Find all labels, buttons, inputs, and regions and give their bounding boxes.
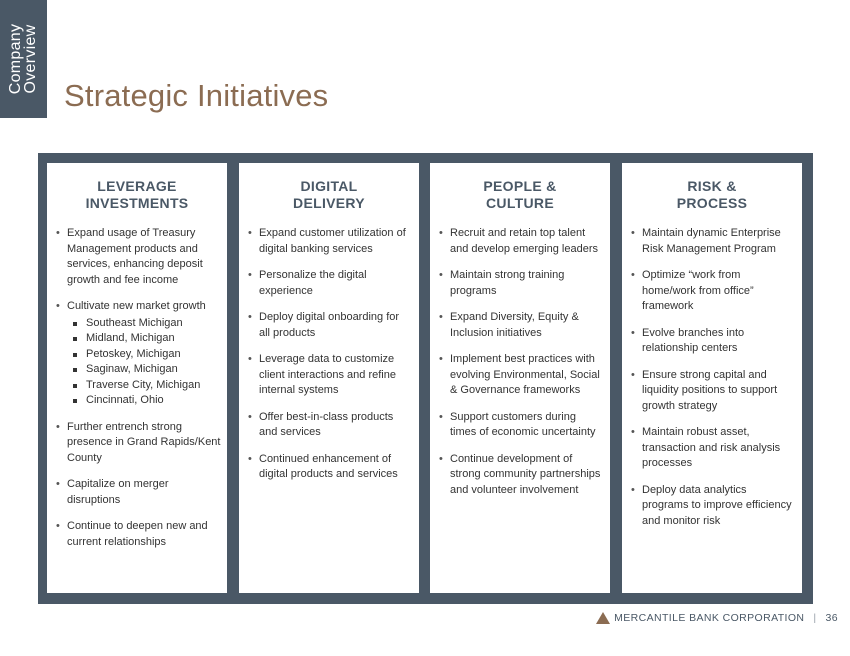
footer-separator: | [813, 612, 817, 624]
bullet-item [450, 310, 604, 341]
sub-bullet-item: Saginaw, Michigan [86, 362, 221, 378]
column-heading-line-2: PROCESS [676, 195, 748, 211]
column-heading [622, 178, 802, 212]
bullet-item [67, 299, 221, 409]
column-heading-line-1: PEOPLE & [483, 178, 557, 194]
bullet-text: Deploy digital onboarding for all products [259, 311, 400, 339]
bullet-text: Expand Diversity, Equity & Inclusion initiatives [450, 311, 579, 339]
column-heading-line-1: RISK & [687, 178, 737, 194]
column-heading-line-2: INVESTMENTS [85, 195, 189, 211]
bullet-item [450, 410, 604, 441]
bullet-text: Maintain robust asset, transaction and risk analysis processes [642, 426, 781, 469]
bullet-item [450, 268, 604, 299]
sub-bullet-item: Midland, Michigan [86, 331, 221, 347]
bullet-text: Offer best-in-class products and services [259, 410, 394, 438]
bullet-item [67, 226, 221, 288]
column-heading [239, 178, 419, 212]
bullet-list [430, 226, 610, 498]
bullet-text: Optimize “work from home/work from office” framework [642, 269, 754, 312]
section-tab [0, 0, 47, 118]
column-leverage-investments [47, 163, 227, 593]
bullet-item [450, 226, 604, 257]
bullet-item [67, 420, 221, 467]
bullet-text: Expand usage of Treasury Management products and services, enhancing deposit growth and fee income [67, 227, 203, 286]
column-heading-line-1: LEVERAGE [97, 178, 177, 194]
bullet-item [259, 352, 413, 399]
sub-bullet-item: Petoskey, Michigan [86, 347, 221, 363]
mercantile-logo-triangle-icon [596, 612, 610, 624]
bullet-text: Maintain dynamic Enterprise Risk Management Program [642, 227, 781, 255]
sub-bullet-item: Traverse City, Michigan [86, 378, 221, 394]
column-heading [430, 178, 610, 212]
column-people-culture [430, 163, 610, 593]
page-title: Strategic Initiatives [64, 78, 329, 113]
section-tab-label [8, 24, 38, 95]
bullet-list [622, 226, 802, 529]
sub-bullet-item: Cincinnati, Ohio [86, 393, 221, 409]
bullet-text: Capitalize on merger disruptions [67, 478, 169, 506]
initiatives-panel [38, 153, 813, 604]
page-number: 36 [825, 612, 838, 624]
bullet-text: Implement best practices with evolving Environmental, Social & Governance frameworks [450, 353, 600, 396]
bullet-item [642, 425, 796, 472]
bullet-text: Continue to deepen new and current relationships [67, 520, 208, 548]
bullet-item [642, 268, 796, 315]
bullet-text: Continue development of strong community partnerships and volunteer involvement [450, 452, 601, 496]
column-heading-line-2: DELIVERY [293, 195, 365, 211]
bullet-text: Leverage data to customize client interactions and refine internal systems [259, 353, 396, 396]
bullet-list [239, 226, 419, 483]
bullet-text: Expand customer utilization of digital banking services [259, 227, 406, 255]
bullet-item [259, 226, 413, 257]
bullet-item [259, 410, 413, 441]
bullet-item [642, 368, 796, 415]
bullet-text: Deploy data analytics programs to improve efficiency and monitor risk [642, 483, 792, 527]
column-heading-line-1: DIGITAL [300, 178, 358, 194]
column-heading-line-2: CULTURE [486, 195, 554, 211]
bullet-item [259, 452, 413, 483]
bullet-text: Continued enhancement of digital products and services [259, 452, 398, 480]
bullet-item [642, 226, 796, 257]
footer [596, 611, 838, 625]
bullet-item [450, 452, 604, 499]
sub-bullet-list [67, 316, 221, 409]
bullet-text: Evolve branches into relationship centers [642, 326, 745, 354]
column-risk-process [622, 163, 802, 593]
section-tab-line-2: Overview [22, 24, 39, 94]
bullet-item [67, 519, 221, 550]
bullet-text: Cultivate new market growth [67, 300, 206, 312]
bullet-item [642, 326, 796, 357]
bullet-list [47, 226, 227, 550]
bullet-item [67, 477, 221, 508]
footer-company-name: MERCANTILE BANK CORPORATION [614, 612, 805, 624]
sub-bullet-item: Southeast Michigan [86, 316, 221, 332]
bullet-text: Recruit and retain top talent and develop emerging leaders [450, 227, 598, 255]
bullet-item [259, 310, 413, 341]
bullet-text: Ensure strong capital and liquidity positions to support growth strategy [642, 368, 778, 412]
bullet-item [642, 483, 796, 530]
bullet-text: Maintain strong training programs [450, 269, 565, 297]
bullet-text: Support customers during times of economic uncertainty [450, 410, 596, 438]
bullet-item [259, 268, 413, 299]
column-digital-delivery [239, 163, 419, 593]
bullet-text: Further entrench strong presence in Grand Rapids/Kent County [67, 420, 221, 464]
bullet-item [450, 352, 604, 399]
column-heading [47, 178, 227, 212]
bullet-text: Personalize the digital experience [259, 269, 367, 297]
section-tab-line-1: Company [7, 23, 24, 95]
